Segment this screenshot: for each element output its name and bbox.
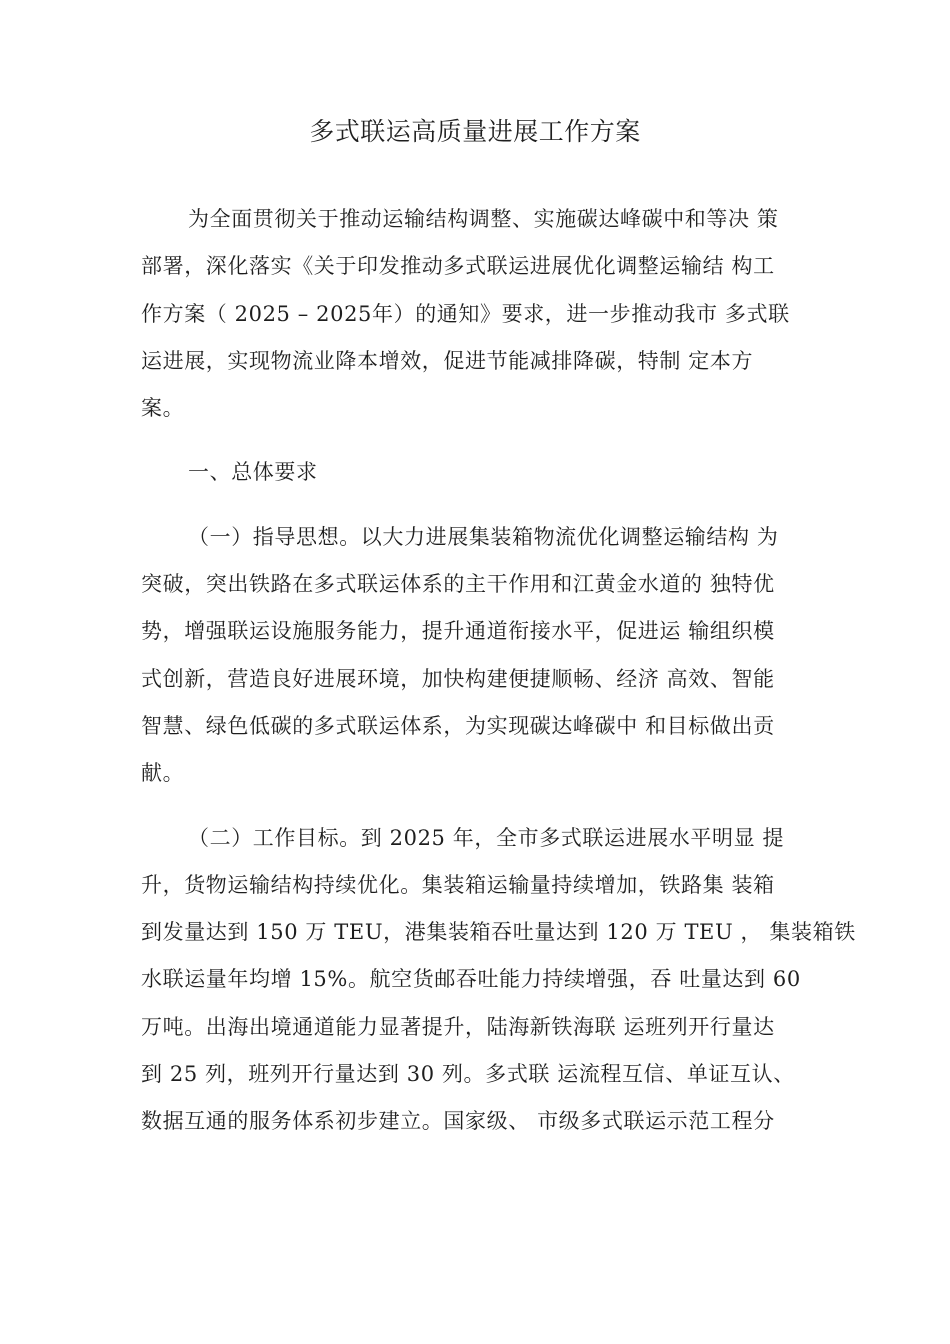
paragraph-line: 案。 <box>141 396 185 421</box>
document-title: 多式联运高质量进展工作方案 <box>309 117 641 146</box>
paragraph-line: 作方案（ 2025 – 2025年）的通知》要求，进一步推动我市 多式联 <box>141 301 790 326</box>
paragraph-line: （一）指导思想。以大力进展集装箱物流优化调整运输结构 为 <box>188 524 779 549</box>
paragraph-line: 突破，突出铁路在多式联运体系的主干作用和江黄金水道的 独特优 <box>141 572 775 597</box>
paragraph-line: 为全面贯彻关于推动运输结构调整、实施碳达峰碳中和等决 策 <box>188 207 779 231</box>
paragraph-line: 万吨。出海出境通道能力显著提升，陆海新铁海联 运班列开行量达 <box>141 1014 775 1039</box>
document-body <box>141 196 856 1146</box>
paragraph-line: 水联运量年均增 15%。航空货邮吞吐能力持续增强，吞 吐量达到 60 <box>141 967 801 992</box>
paragraph-line: 式创新，营造良好进展环境，加快构建便捷顺畅、经济 高效、智能 <box>141 666 775 691</box>
paragraph-line: 献。 <box>141 761 185 786</box>
paragraph-line: 部署，深化落实《关于印发推动多式联运进展优化调整运输结 构工 <box>141 254 775 279</box>
paragraph-line: 运进展，实现物流业降本增效，促进节能减排降碳，特制 定本方 <box>141 348 754 373</box>
paragraph <box>141 196 831 432</box>
paragraph-line: 到 25 列，班列开行量达到 30 列。多式联 运流程互信、单证互认、 <box>141 1062 795 1087</box>
paragraph-line: （二）工作目标。到 2025 年，全市多式联运进展水平明显 提 <box>188 825 785 850</box>
paragraph-line: 一、总体要求 <box>188 460 318 485</box>
paragraph <box>141 449 831 496</box>
paragraph <box>141 514 831 798</box>
paragraph-line: 升，货物运输结构持续优化。集装箱运输量持续增加，铁路集 装箱 <box>141 872 775 897</box>
paragraph-line: 智慧、绿色低碳的多式联运体系，为实现碳达峰碳中 和目标做出贡 <box>141 713 775 738</box>
paragraph <box>141 815 856 1146</box>
paragraph-line: 势，增强联运设施服务能力，提升通道衔接水平，促进运 输组织模 <box>141 619 775 644</box>
paragraph-line: 到发量达到 150 万 TEU，港集装箱吞吐量达到 120 万 TEU ， 集装箱铁 <box>141 920 856 945</box>
paragraph-line: 数据互通的服务体系初步建立。国家级、 市级多式联运示范工程分 <box>141 1109 775 1134</box>
